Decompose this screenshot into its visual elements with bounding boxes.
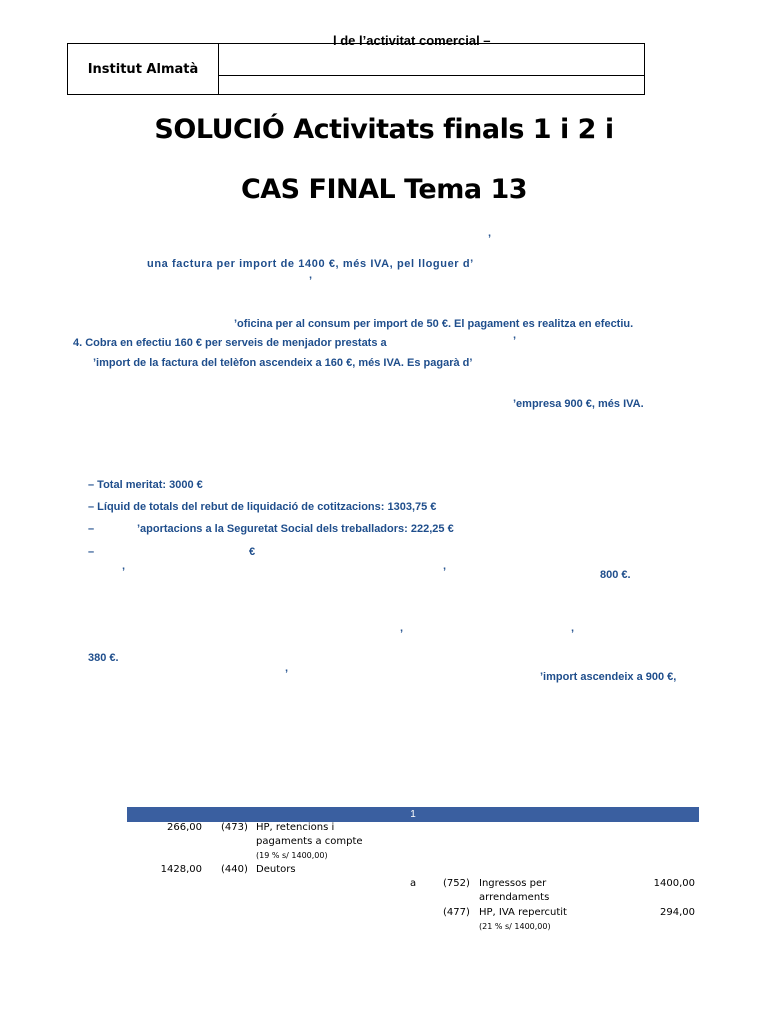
table-row-a: a xyxy=(410,878,417,889)
apostrophe-2: ’ xyxy=(443,566,447,578)
table-row-account-cont: arrendaments xyxy=(479,892,550,903)
total-meritat: – Total meritat: 3000 € xyxy=(88,479,203,491)
text-line-5b: ’ xyxy=(513,335,517,347)
table-row-code: (473) xyxy=(221,822,248,833)
table-row-account-cont: pagaments a compte xyxy=(256,836,363,847)
amount-800: 800 €. xyxy=(600,569,631,581)
table-row-amount: 294,00 xyxy=(660,907,695,918)
table-row-note: (21 % s/ 1400,00) xyxy=(479,922,551,931)
amount-380: 380 €. xyxy=(88,652,119,664)
school-name: Institut Almatà xyxy=(68,44,219,94)
table-row-code: (752) xyxy=(443,878,470,889)
text-line-4: ’oficina per al consum per import de 50 €. El pagament es realitza en efectiu. xyxy=(234,318,634,330)
page-subtitle: CAS FINAL Tema 13 xyxy=(240,174,528,205)
table-row-account: HP, retencions i xyxy=(256,822,335,833)
text-line-3: ’ xyxy=(309,275,313,287)
dash-2: – xyxy=(88,546,95,558)
table-row-account: HP, IVA repercutit xyxy=(479,907,567,918)
table-row-account: Deutors xyxy=(256,864,296,875)
table-row-note: (19 % s/ 1400,00) xyxy=(256,851,328,860)
text-line-1: ’ xyxy=(488,233,492,245)
dash-1: – xyxy=(88,523,95,535)
page-title: SOLUCIÓ Activitats finals 1 i 2 i xyxy=(154,114,614,145)
text-line-2: una factura per import de 1400 €, més IVA, pel lloguer d’ xyxy=(147,258,474,270)
apostrophe-3: ’ xyxy=(400,628,404,640)
header-divider xyxy=(219,75,644,76)
text-line-6: ’import de la factura del telèfon ascendeix a 160 €, més IVA. Es pagarà d’ xyxy=(93,357,473,369)
table-row-amount: 1428,00 xyxy=(160,864,202,875)
liquid-totals: – Líquid de totals del rebut de liquidació de cotitzacions: 1303,75 € xyxy=(88,501,437,513)
apostrophe-1: ’ xyxy=(122,566,126,578)
journal-table-header: 1 xyxy=(127,807,699,822)
apostrophe-4: ’ xyxy=(571,628,575,640)
table-row-code: (440) xyxy=(221,864,248,875)
text-line-5: 4. Cobra en efectiu 160 € per serveis de menjador prestats a xyxy=(73,337,387,349)
subject-title: l de l’activitat comercial – xyxy=(333,33,491,48)
aportacions-line: ’aportacions a la Seguretat Social dels treballadors: 222,25 € xyxy=(137,523,454,535)
euro-sign: € xyxy=(249,546,256,558)
import-900: ’import ascendeix a 900 €, xyxy=(540,671,677,683)
text-line-7: ’empresa 900 €, més IVA. xyxy=(513,398,644,410)
table-row-amount: 266,00 xyxy=(167,822,202,833)
header-table xyxy=(67,43,645,95)
table-row-account: Ingressos per xyxy=(479,878,547,889)
apostrophe-5: ’ xyxy=(285,668,289,680)
table-row-code: (477) xyxy=(443,907,470,918)
table-row-amount: 1400,00 xyxy=(653,878,695,889)
